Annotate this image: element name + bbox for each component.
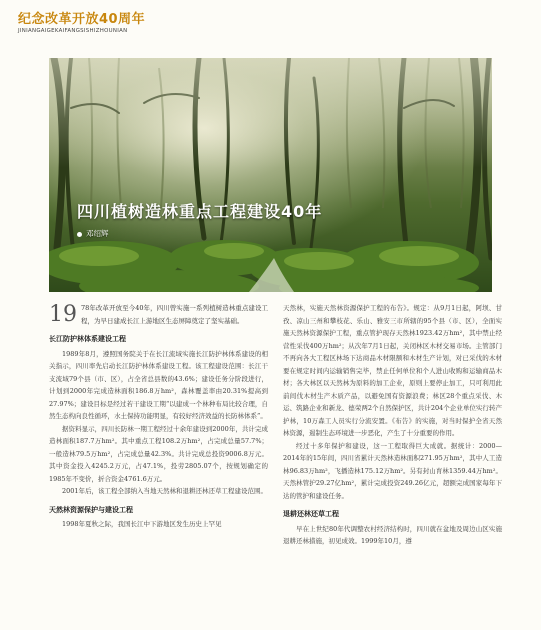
heading-tuigeng: 退耕还林还草工程	[283, 510, 339, 518]
article-title: 四川植树造林重点工程建设40年	[77, 202, 323, 221]
hero-forest-photo	[49, 58, 492, 292]
paragraph-r1: 天然林，实施天然林资源保护工程的布告》。规定：从9月1日起，阿坝、甘孜、凉山三州和攀枝花、乐山、雅安三市所辖的95个县（市、区），全面实施天然林资源保护工程，重点管护现存天然林1923.42万hm²，其中禁止经营性采伐400万hm²；从次年7月1日起，关闭林区木材交易市场。主管部门不再向各大工程区林场下达商品木材限额和木材生产计划，对已采伐的木材要在规定时间内运输销售完毕，禁止任何单位和个人进山收购和运输商品木材；各大林区以天然林为原料的加工企业，原则上要停止加工，只可利用此前间伐木材生产木质产品，以避免国有资源浪费；林区28个重点采伐、木运、筑路企业和新龙、德荣两2个自然保护区，共计204个企业单位实行转产护林，10万森工人员实行分流安置。《布告》的实施，对当时保护全省天然林资源，遏制生态环境进一步恶化，产生了十分重要的作用。	[283, 304, 502, 437]
section-header	[18, 8, 145, 34]
article-column-left	[49, 302, 268, 531]
lead-paragraph	[49, 302, 268, 327]
paragraph-4: 1998年夏秋之际，我国长江中下游地区发生历史上罕见	[62, 520, 222, 528]
section-subtitle-pinyin: JINIANGAIGEKAIFANGSISHIZHOUNIAN	[18, 28, 128, 34]
author-line	[77, 228, 109, 239]
heading-changjiang: 长江防护林体系建设工程	[49, 335, 126, 343]
lead-text: 78年改革开放至今40年，四川曾实施一系列植树造林重点建设工程，为早日建成长江上游地区生态屏障奠定了坚实基础。	[81, 304, 268, 325]
heading-tianranlin: 天然林资源保护与建设工程	[49, 505, 133, 514]
paragraph-r2: 经过十多年保护和建设，这一工程取得巨大成就。据统计：2000—2014年的15年间，四川省累计天然林造林面积271.95万hm²，其中人工造林96.83万hm²，飞播造林175.12万hm²。另有封山育林1359.44万hm²。天然林管护29.27亿hm²，累计完成投资249.26亿元，超额完成国家每年下达的管护和建设任务。	[283, 441, 502, 500]
article-column-right	[283, 302, 502, 548]
section-title: 纪念改革开放40周年	[18, 12, 146, 27]
forest-illustration	[49, 58, 492, 292]
drop-cap: 19	[49, 302, 77, 327]
paragraph-r3: 早在上世纪80年代调整农村经济结构时，四川就在盆地及周边山区实施退耕还林措施，初见成效。1999年10月，遵	[283, 524, 502, 545]
bullet-dot-icon	[77, 232, 82, 237]
paragraph-1: 1989年8月，遵照国务院关于在长江流域实施长江防护林体系建设的相关指示，四川率先启动长江防护林体系建设工程。该工程建设范围：长江干支流域79个县（市、区），占全省总县数的43.6%；建设任务分阶段进行，计划到2000年完成造林面积186.8万hm²，森林覆盖率由20.31%提高到27.97%；建设目标是经过若干建设工期“以建成一个林种布局比较合理，自然生态构向良性循环，水土保持功能明显，有较好经济效益的长防林体系”。	[49, 349, 268, 420]
paragraph-2: 据资料显示，四川长防林一期工程经过十余年建设到2000年，共计完成造林面积187.7万hm²。其中重点工程108.2万hm²，占完成总量57.7%；一般造林79.5万hm²，占完成总量42.3%。共计完成总投资9006.8万元。其中资金投入4245.2万元，占47.1%，投劳2805.07个，按规划确定的1985年不变价，折合资金4761.6万元。	[49, 424, 268, 483]
author-name: 邓绍辉	[86, 229, 109, 238]
paragraph-3: 2001年后，该工程全部纳入当地天然林和退耕还林还草工程建设范围。	[62, 487, 268, 495]
